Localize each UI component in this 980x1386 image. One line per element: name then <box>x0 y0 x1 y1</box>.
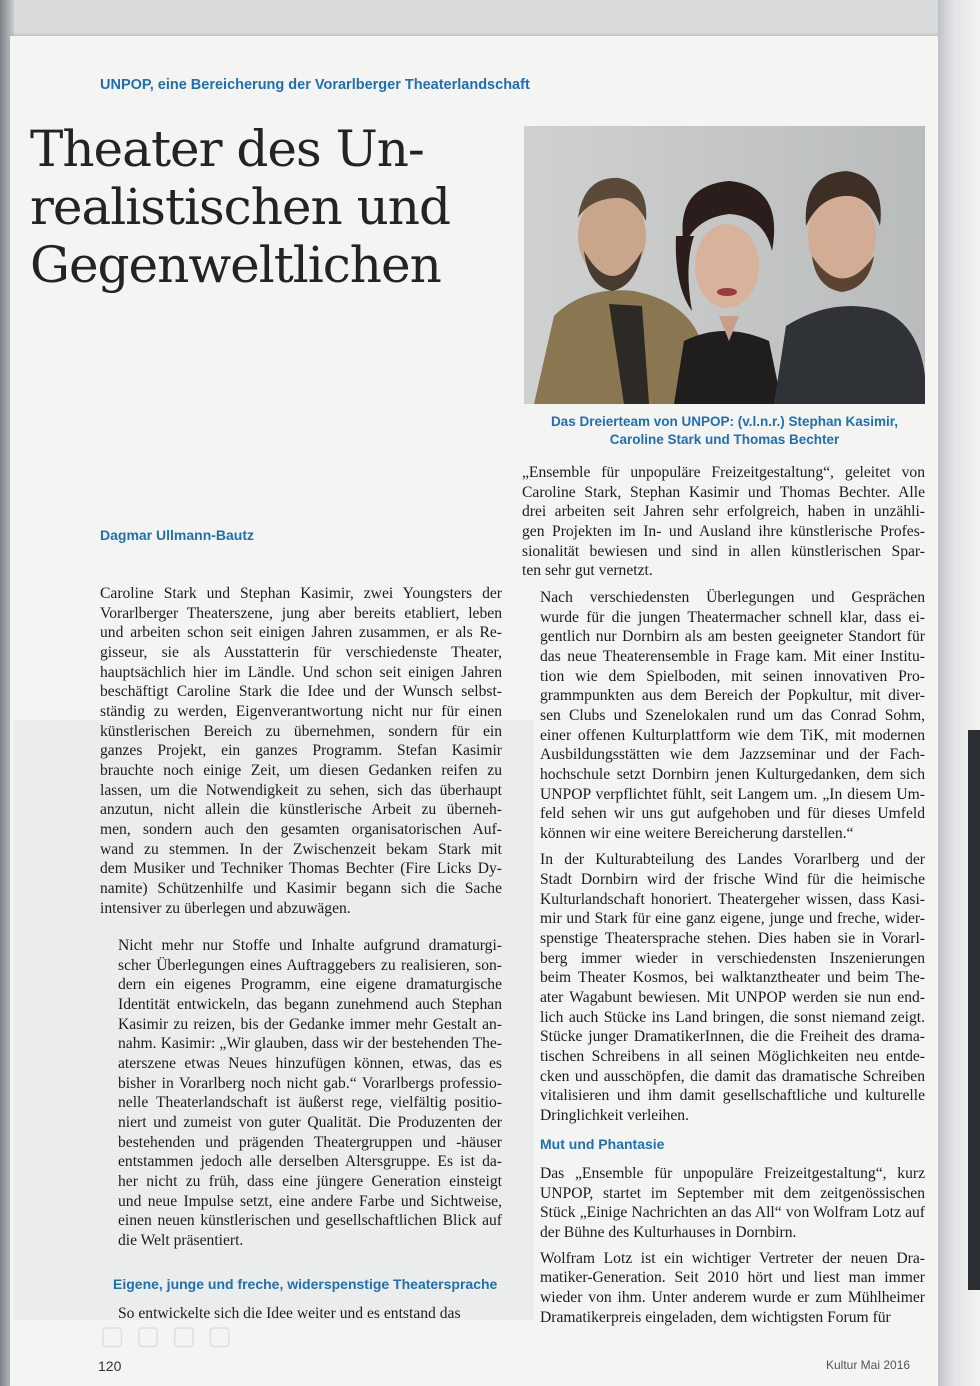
text-line: her nicht zu früh, dass eine jüngere Generation einsteigt <box>118 1173 502 1191</box>
text-line: Vorarlberger Theaterszene, jung aber bereits etabliert, leben <box>100 604 502 622</box>
text-line: nahm. Kasimir: „Wir glauben, dass wir der bestehenden The- <box>118 1035 502 1053</box>
text-line: Das „Ensemble für unpopuläre Freizeitgestaltung“, kurz <box>540 1165 925 1182</box>
text-line: bestehenden und prägenden Theatergruppen und -häuser <box>118 1133 502 1151</box>
text-line: Dramatikerpreis eingeladen, dem wichtigsten Forum für <box>540 1308 891 1326</box>
text-line: cken und ausschöpfen, die damit das dramatische Schreiben <box>540 1067 925 1085</box>
text-line: sionalität bewiesen und sind in allen künstlerischen Spar- <box>522 542 925 560</box>
text-line: beschäftigt Caroline Stark die Idee und der Wunsch selbst- <box>100 683 502 701</box>
text-line: brauchte noch einige Zeit, um diesen Gedanken reifen zu <box>100 761 502 779</box>
faded-watermark: ▢ ▢ ▢ ▢ <box>100 1320 234 1350</box>
text-line: UNPOP, startet im September mit dem zeitgenössischen <box>540 1184 925 1202</box>
text-line: berg immer wieder in verschiedensten Inszenierungen <box>540 949 925 967</box>
text-line: dem Musiker und Techniker Thomas Bechter (Fire Licks Dy- <box>100 860 502 878</box>
text-line: der Bühne des Kulturhauses in Dornbirn. <box>540 1223 797 1241</box>
text-line: nelle Theaterlandschaft ist äußerst rege, vielfältig positio- <box>118 1094 502 1112</box>
text-line: einer offenen Kulturplattform wie dem TiK, mit modernen <box>540 726 925 744</box>
text-line: Nach verschiedensten Überlegungen und Gesprächen <box>540 588 925 606</box>
right-column <box>522 463 925 1126</box>
text-line: hauptsächlich hier im Ländle. Und schon seit einigen Jahren <box>100 663 502 681</box>
text-line: Stücke junger DramatikerInnen, die die Freiheit des drama- <box>540 1028 925 1046</box>
text-line: So entwickelte sich die Idee weiter und es entstand das <box>118 1305 461 1322</box>
text-line: einen neuen künstlerischen und gesellschaftlichen Blick auf <box>118 1212 502 1230</box>
text-line: „Ensemble für unpopuläre Freizeitgestaltung“, geleitet von <box>522 464 925 481</box>
text-line: Dringlichkeit verleihen. <box>540 1107 689 1124</box>
paragraph <box>100 936 502 1251</box>
text-line: ater Wagabunt bewiesen. Mit UNPOP werden sie nun end- <box>540 989 925 1007</box>
subheading-eigene: Eigene, junge und freche, widerspenstige Theatersprache <box>113 1276 498 1292</box>
text-line: anzutun, nicht allein die künstlerische Arbeit zu überneh- <box>100 801 502 819</box>
text-line: In der Kulturabteilung des Landes Vorarlberg und der <box>540 851 925 869</box>
paragraph <box>522 588 925 844</box>
headline-line: realistischen und <box>30 178 450 236</box>
headline-line: Gegenweltlichen <box>30 236 441 294</box>
text-line: matiker-Generation. Seit 2010 hört und liest man immer <box>540 1269 925 1287</box>
text-line: scher Überlegungen eines Auftraggebers zu realisieren, son- <box>118 956 502 974</box>
caption-line: Das Dreierteam von UNPOP: (v.l.n.r.) Stephan Kasimir, <box>550 414 899 429</box>
text-line: bisher in Vorarlberg noch nicht gab.“ Vorarlbergs professio- <box>118 1074 502 1092</box>
text-line: Kasimir zu reizen, bis der Gedanke immer mehr Gestalt an- <box>118 1015 502 1033</box>
text-line: gen Projekten im In- und Ausland ihre künstlerische Profes- <box>522 522 925 540</box>
text-line: Kulturlandschaft honoriert. Theatergeher wissen, dass Kasi- <box>540 890 925 908</box>
text-line: wurde für die jungen Theatermacher schnell klar, dass ei- <box>540 608 925 626</box>
text-line: gentlich nur Dornbirn als am besten geeigneter Standort für <box>540 628 925 646</box>
team-photo <box>524 126 925 404</box>
text-line: men, sondern auch den gesamten organisatorischen Auf- <box>100 820 502 838</box>
text-line: lich auch Stücke ins Land bringen, die sonst niemand zeigt. <box>540 1008 925 1026</box>
article-headline <box>30 120 510 294</box>
text-line: namite) Schützenhilfe und Kasimir begann sich die Sache <box>100 879 502 897</box>
caption-line: Caroline Stark und Thomas Bechter <box>609 432 840 447</box>
paragraph <box>522 850 925 1125</box>
text-line: drei arbeiten seit Jahren sehr erfolgreich, haben in unzähli- <box>522 503 925 521</box>
text-line: Wolfram Lotz ist ein wichtiger Vertreter der neuen Dra- <box>540 1249 925 1267</box>
text-line: ständig zu werden, Eigenverantwortung nicht nur für einen <box>100 702 502 720</box>
paragraph <box>522 463 925 581</box>
paragraph <box>522 1164 925 1243</box>
text-line: feld sehen wir uns gut aufgehoben und für dieses Umfeld <box>540 805 925 823</box>
text-line: tion wie dem Spielboden, mit seinen innovativen Pro- <box>540 667 925 685</box>
subheading-mut: Mut und Phantasie <box>540 1136 665 1152</box>
page-number: 120 <box>98 1358 122 1374</box>
text-line: intensiver zu überlegen und abzuwägen. <box>100 899 351 917</box>
text-line: wieder von ihm. Unter anderem wurde er zum Mühlheimer <box>540 1288 925 1306</box>
text-line: entstammen jedoch alle derselben Altersgruppe. Es ist da- <box>118 1153 502 1171</box>
text-line: UNPOP verpflichtet fühlt, seit Langem um. „In diesem Um- <box>540 785 925 803</box>
text-line: künstlerischen Bereich zu übernehmen, sondern für ein <box>100 722 502 740</box>
text-line: mir und Stark für eine ganz eigene, junge und freche, wider- <box>540 910 925 928</box>
text-line: gisseur, sie als Ausstatterin für verschiedenste Theater, <box>100 643 502 661</box>
text-line: hochschule setzt Dornbirn jenen Kulturgedanken, dem sich <box>540 765 925 783</box>
text-line: wand zu stemmen. In der Zwischenzeit bekam Stark mit <box>100 840 502 858</box>
text-line: niert und zumeist von guter Qualität. Die Produzenten der <box>118 1114 502 1132</box>
text-line: grammpunkten aus dem Bereich der Popkultur, mit diver- <box>540 687 925 705</box>
text-line: Caroline Stark, Stephan Kasimir und Thomas Bechter. Alle <box>522 483 925 501</box>
text-line: tischen Schreibens in all seinen Möglichkeiten neu entde- <box>540 1048 925 1066</box>
text-line: sen Clubs und Szenelokalen rund um das Conrad Sohm, <box>540 706 925 724</box>
text-line: aterszene etwas Neues hinzufügen können, etwas, das es <box>118 1055 502 1073</box>
right-column-tail <box>522 1164 925 1327</box>
text-line: beim Theater Kosmos, bei walktanztheater und beim The- <box>540 969 925 987</box>
text-line: dern ein eigenes Programm, eine eigene dramaturgische <box>118 976 502 994</box>
text-line: Ausbildungsstätten wie dem Jazzseminar und der Fach- <box>540 746 925 764</box>
headline-line: Theater des Un- <box>30 120 424 178</box>
text-line: spenstige Theatersprache stehen. Dies haben sie in Vorarl- <box>540 930 925 948</box>
text-line: lassen, um die Notwendigkeit zu sehen, sich das überhaupt <box>100 781 502 799</box>
text-line: vitalisieren und ihm damit gesellschaftliche und kulturelle <box>540 1087 925 1105</box>
article-kicker: UNPOP, eine Bereicherung der Vorarlberger Theaterlandschaft <box>100 77 530 93</box>
text-line: Stück „Einige Nachrichten an das All“ von Wolfram Lotz auf <box>540 1204 925 1222</box>
text-line: die Welt präsentiert. <box>118 1232 244 1249</box>
photo-caption <box>524 413 925 449</box>
paragraph <box>522 1249 925 1328</box>
text-line: das neue Theaterensemble in Frage kam. Mit einer Institu- <box>540 647 925 665</box>
text-line: können wir eine weitere Bereicherung darstellen.“ <box>540 824 854 842</box>
next-page-edge <box>938 0 980 1386</box>
text-line: ten sehr gut vernetzt. <box>522 562 653 580</box>
text-line: Caroline Stark und Stephan Kasimir, zwei Youngsters der <box>100 585 502 602</box>
author-byline: Dagmar Ullmann-Bautz <box>100 527 255 543</box>
paragraph <box>100 584 502 918</box>
issue-label: Kultur Mai 2016 <box>826 1358 911 1372</box>
left-column <box>100 584 502 1251</box>
team-photo-image <box>524 126 925 404</box>
text-line: Nicht mehr nur Stoffe und Inhalte aufgrund dramaturgi- <box>118 937 502 955</box>
text-line: Identität entwickeln, das begann zunehmend auch Stephan <box>118 996 502 1014</box>
text-line: und arbeiten schon seit einigen Jahren zusammen, er als Re- <box>100 624 502 642</box>
text-line: Stadt Dornbirn wird der frische Wind für die heimische <box>540 871 925 889</box>
text-line: und neue Impulse setzt, eine andere Farbe und Sichtweise, <box>118 1192 502 1210</box>
text-line: ganzes Projekt, ein ganzes Programm. Stefan Kasimir <box>100 742 502 760</box>
